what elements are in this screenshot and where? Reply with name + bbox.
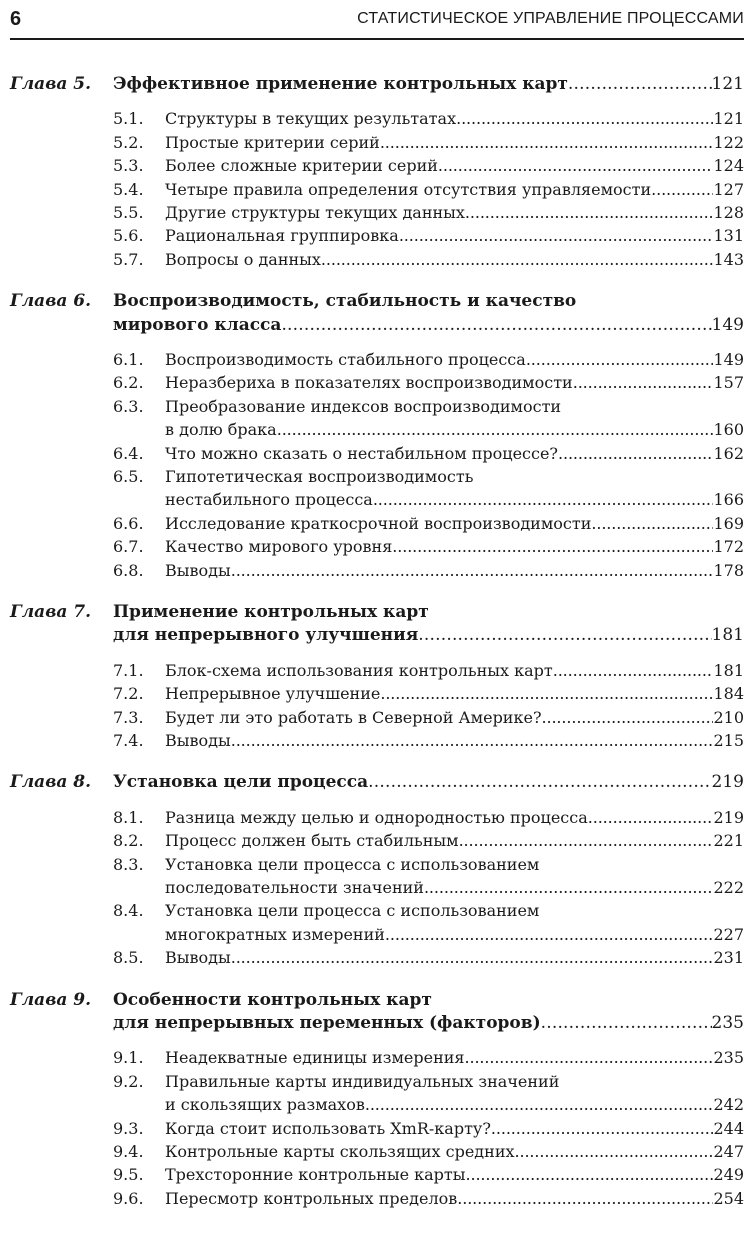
dot-leader — [424, 876, 714, 900]
section-line — [0, 876, 754, 900]
dot-leader — [385, 923, 714, 947]
chapter-title[interactable] — [113, 72, 744, 96]
page-ref: 143 — [713, 249, 744, 269]
entry-title-text: Выводы — [165, 560, 231, 580]
dot-leader — [542, 706, 714, 730]
section-title[interactable] — [165, 659, 744, 683]
entry-title-text: Что можно сказать о нестабильном процессе? — [165, 443, 558, 463]
dot-leader — [368, 770, 711, 794]
section-number: 9.6. — [113, 1188, 144, 1208]
page-ref: 149 — [711, 314, 744, 335]
section-title[interactable] — [165, 488, 744, 512]
page-ref: 244 — [713, 1118, 744, 1138]
section-number: 6.5. — [113, 467, 144, 486]
section-number: 8.5. — [113, 948, 144, 968]
section-number: 9.5. — [113, 1165, 144, 1185]
section-title[interactable] — [165, 512, 744, 536]
section-number: 5.1. — [113, 109, 144, 129]
section-line — [0, 418, 754, 442]
dot-leader — [558, 442, 713, 466]
section-title[interactable] — [165, 876, 744, 900]
section-title[interactable] — [165, 1117, 744, 1141]
section-title[interactable] — [165, 348, 744, 372]
section-line — [0, 248, 754, 272]
entry-title-text: Пересмотр контрольных пределов — [165, 1188, 458, 1208]
entry-title-text: Будет ли это работать в Северной Америке? — [165, 707, 542, 727]
chapter-title[interactable] — [113, 770, 744, 794]
chapter-title[interactable] — [113, 600, 744, 624]
page-ref: 184 — [713, 684, 744, 704]
section-number: 8.4. — [113, 901, 144, 921]
section-title[interactable] — [165, 729, 744, 753]
dot-leader — [515, 1140, 714, 1164]
section-title[interactable] — [165, 923, 744, 947]
dot-leader — [231, 946, 714, 970]
entry-title-text: Выводы — [165, 948, 231, 968]
dot-leader — [568, 72, 712, 96]
section-number: 6.2. — [113, 373, 144, 393]
section-line — [0, 829, 754, 853]
entry-title-text: Рациональная группировка — [165, 226, 399, 246]
section-line — [0, 442, 754, 466]
page-ref: 231 — [713, 948, 744, 968]
dot-leader — [456, 107, 713, 131]
chapter-line — [0, 770, 754, 794]
section-title[interactable] — [165, 131, 744, 155]
dot-leader — [553, 659, 714, 683]
entry-title-text: Другие структуры текущих данных — [165, 203, 465, 222]
dot-leader — [418, 623, 711, 647]
section-number: 7.3. — [113, 707, 144, 727]
section-number: 6.7. — [113, 537, 144, 557]
page-ref: 149 — [713, 350, 744, 369]
section-title[interactable] — [165, 706, 744, 730]
chapter-line — [0, 988, 754, 1012]
page-ref: 181 — [711, 625, 744, 646]
section-title[interactable] — [165, 1093, 744, 1117]
page-ref: 157 — [713, 373, 744, 393]
chapter-line — [0, 313, 754, 337]
section-title[interactable] — [165, 559, 744, 583]
dot-leader — [231, 729, 714, 753]
section-title[interactable] — [165, 946, 744, 970]
entry-title-text: нестабильного процесса — [165, 490, 373, 510]
entry-title-text: Установка цели процесса с использованием — [165, 854, 540, 874]
chapter-title[interactable] — [113, 289, 744, 313]
chapter-line — [0, 1011, 754, 1035]
page-ref: 235 — [713, 1048, 744, 1068]
section-number: 5.5. — [113, 203, 144, 222]
page-ref: 249 — [713, 1165, 744, 1185]
section-line — [0, 224, 754, 248]
entry-title-text: для непрерывных переменных (факторов) — [113, 1013, 541, 1033]
page-ref: 254 — [713, 1188, 744, 1208]
entry-title-text: Четыре правила определения отсутствия управляемости — [165, 179, 652, 199]
page-ref: 215 — [713, 731, 744, 750]
section-line — [0, 806, 754, 830]
page-ref: 247 — [713, 1142, 744, 1161]
dot-leader — [465, 1046, 714, 1070]
section-number: 6.4. — [113, 443, 144, 463]
entry-title-text: Правильные карты индивидуальных значений — [165, 1071, 560, 1091]
page-ref: 131 — [713, 226, 744, 246]
section-line — [0, 899, 754, 923]
section-line — [0, 1163, 754, 1187]
entry-title-text: Воспроизводимость, стабильность и качество — [113, 291, 577, 312]
entry-title-text: Гипотетическая воспроизводимость — [165, 467, 474, 486]
section-number: 9.1. — [113, 1048, 144, 1068]
dot-leader — [438, 154, 714, 178]
section-number: 7.2. — [113, 684, 144, 704]
page-ref: 160 — [713, 420, 744, 440]
entry-title-text: Применение контрольных карт — [113, 602, 429, 622]
section-line — [0, 923, 754, 947]
section-line — [0, 201, 754, 225]
page-ref: 121 — [713, 109, 744, 129]
section-number: 8.1. — [113, 807, 144, 827]
section-line — [0, 1117, 754, 1141]
page-ref: 219 — [711, 772, 744, 793]
page-ref: 222 — [713, 878, 744, 897]
dot-leader — [541, 1011, 712, 1035]
dot-leader — [457, 1187, 713, 1211]
dot-leader — [399, 224, 714, 248]
dot-leader — [651, 178, 713, 202]
section-title[interactable] — [165, 248, 744, 272]
section-title[interactable] — [165, 1046, 744, 1070]
section-number: 9.4. — [113, 1142, 144, 1161]
dot-leader — [466, 1163, 714, 1187]
page-ref: 221 — [713, 831, 744, 851]
section-line — [0, 154, 754, 178]
section-line — [0, 853, 754, 877]
chapter-number: Глава 6. — [10, 291, 92, 312]
entry-title-text: и скользящих размахов — [165, 1095, 365, 1115]
dot-leader — [321, 248, 714, 272]
dot-leader — [277, 418, 714, 442]
section-line — [0, 395, 754, 419]
section-line — [0, 946, 754, 970]
page-ref: 227 — [713, 924, 744, 944]
section-title[interactable] — [165, 682, 744, 706]
entry-title-text: последовательности значений — [165, 878, 424, 897]
entry-title-text: Вопросы о данных — [165, 249, 321, 269]
section-line — [0, 535, 754, 559]
dot-leader — [380, 682, 713, 706]
chapter-title[interactable] — [113, 988, 744, 1012]
section-title[interactable] — [165, 829, 744, 853]
entry-title-text: Более сложные критерии серий — [165, 156, 438, 176]
entry-title-text: Воспроизводимость стабильного процесса — [165, 350, 526, 369]
entry-title-text: Когда стоит использовать XmR-карту? — [165, 1118, 491, 1138]
section-number: 5.2. — [113, 132, 144, 152]
page-ref: 181 — [713, 660, 744, 680]
dot-leader — [588, 806, 714, 830]
entry-title-text: в долю брака — [165, 420, 277, 440]
entry-title-text: Качество мирового уровня — [165, 537, 393, 557]
section-title[interactable] — [165, 201, 744, 225]
section-line — [0, 1140, 754, 1164]
entry-title-text: Неадекватные единицы измерения — [165, 1048, 465, 1068]
entry-title-text: Неразбериха в показателях воспроизводимости — [165, 373, 573, 393]
entry-title-text: Установка цели процесса с использованием — [165, 901, 540, 921]
section-line — [0, 371, 754, 395]
entry-title-text: для непрерывного улучшения — [113, 625, 419, 646]
entry-title-text: Процесс должен быть стабильным — [165, 831, 459, 851]
page-ref: 124 — [713, 156, 744, 176]
page-ref: 127 — [713, 179, 744, 199]
section-title[interactable] — [165, 1070, 744, 1094]
section-number: 7.4. — [113, 731, 144, 750]
entry-title-text: Разница между целью и однородностью процесса — [165, 807, 588, 827]
dot-leader — [281, 313, 711, 337]
entry-title-text: Установка цели процесса — [113, 772, 369, 793]
section-title[interactable] — [165, 371, 744, 395]
entry-title-text: Простые критерии серий — [165, 132, 380, 152]
dot-leader — [373, 488, 714, 512]
page-ref: 169 — [713, 513, 744, 533]
section-title[interactable] — [165, 442, 744, 466]
section-number: 6.8. — [113, 560, 144, 580]
section-title[interactable] — [165, 535, 744, 559]
entry-title-text: многократных измерений — [165, 924, 385, 944]
dot-leader — [591, 512, 713, 536]
section-title[interactable] — [165, 107, 744, 131]
entry-title-text: мирового класса — [113, 314, 282, 335]
entry-title-text: Непрерывное улучшение — [165, 684, 381, 704]
section-number: 5.3. — [113, 156, 144, 176]
chapter-line — [0, 623, 754, 647]
entry-title-text: Трехсторонние контрольные карты — [165, 1165, 466, 1185]
entry-title-text: Выводы — [165, 731, 231, 750]
section-title[interactable] — [165, 1163, 744, 1187]
page-number: 6 — [10, 8, 22, 30]
section-line — [0, 706, 754, 730]
page-ref: 128 — [713, 203, 744, 222]
section-number: 6.3. — [113, 396, 144, 416]
chapter-number: Глава 9. — [10, 989, 92, 1010]
dot-leader — [573, 371, 714, 395]
section-title[interactable] — [165, 899, 744, 923]
section-line — [0, 1070, 754, 1094]
dot-leader — [459, 829, 714, 853]
section-title[interactable] — [165, 853, 744, 877]
section-number: 6.6. — [113, 513, 144, 533]
dot-leader — [465, 201, 714, 225]
page-ref: 235 — [711, 1013, 744, 1033]
page-ref: 162 — [713, 443, 744, 463]
chapter-line — [0, 600, 754, 624]
entry-title-text: Контрольные карты скользящих средних — [165, 1142, 515, 1161]
chapter-number: Глава 8. — [10, 772, 92, 793]
entry-title-text: Блок-схема использования контрольных карт — [165, 660, 553, 680]
chapter-title[interactable] — [113, 313, 744, 337]
dot-leader — [365, 1093, 714, 1117]
page-ref: 242 — [713, 1095, 744, 1115]
section-line — [0, 512, 754, 536]
section-line — [0, 107, 754, 131]
section-line — [0, 1093, 754, 1117]
section-number: 5.4. — [113, 179, 144, 199]
page-ref: 121 — [711, 74, 744, 94]
section-line — [0, 729, 754, 753]
page-ref: 178 — [713, 560, 744, 580]
entry-title-text: Исследование краткосрочной воспроизводимости — [165, 513, 592, 533]
section-number: 5.7. — [113, 249, 144, 269]
chapter-number: Глава 5. — [10, 74, 92, 94]
dot-leader — [231, 559, 714, 583]
section-line — [0, 659, 754, 683]
dot-leader — [392, 535, 713, 559]
section-title[interactable] — [165, 395, 744, 419]
dot-leader — [380, 131, 714, 155]
chapter-title[interactable] — [113, 1011, 744, 1035]
section-line — [0, 1046, 754, 1070]
section-line — [0, 348, 754, 372]
entry-title-text: Преобразование индексов воспроизводимости — [165, 396, 562, 416]
section-line — [0, 1187, 754, 1211]
page-ref: 210 — [713, 707, 744, 727]
page-ref: 166 — [713, 490, 744, 510]
running-title: СТАТИСТИЧЕСКОЕ УПРАВЛЕНИЕ ПРОЦЕССАМИ — [357, 10, 744, 27]
section-line — [0, 682, 754, 706]
section-line — [0, 131, 754, 155]
section-title[interactable] — [165, 1187, 744, 1211]
section-number: 8.2. — [113, 831, 144, 851]
section-number: 7.1. — [113, 660, 144, 680]
chapter-title[interactable] — [113, 623, 744, 647]
chapter-number: Глава 7. — [10, 602, 92, 622]
section-title[interactable] — [165, 465, 744, 489]
section-title[interactable] — [165, 178, 744, 202]
section-title[interactable] — [165, 806, 744, 830]
section-number: 6.1. — [113, 350, 144, 369]
section-title[interactable] — [165, 224, 744, 248]
section-number: 9.3. — [113, 1118, 144, 1138]
chapter-line — [0, 289, 754, 313]
section-number: 5.6. — [113, 226, 144, 246]
section-number: 9.2. — [113, 1071, 144, 1091]
section-line — [0, 559, 754, 583]
section-line — [0, 488, 754, 512]
entry-title-text: Эффективное применение контрольных карт — [113, 74, 568, 94]
section-title[interactable] — [165, 1140, 744, 1164]
section-line — [0, 465, 754, 489]
dot-leader — [526, 348, 714, 372]
page-ref: 219 — [713, 807, 744, 827]
section-number: 8.3. — [113, 854, 144, 874]
dot-leader — [491, 1117, 714, 1141]
entry-title-text: Структуры в текущих результатах — [165, 109, 457, 129]
section-line — [0, 178, 754, 202]
page-ref: 172 — [713, 537, 744, 557]
section-title[interactable] — [165, 154, 744, 178]
page-ref: 122 — [713, 132, 744, 152]
chapter-line — [0, 72, 754, 96]
entry-title-text: Особенности контрольных карт — [113, 989, 432, 1010]
section-title[interactable] — [165, 418, 744, 442]
